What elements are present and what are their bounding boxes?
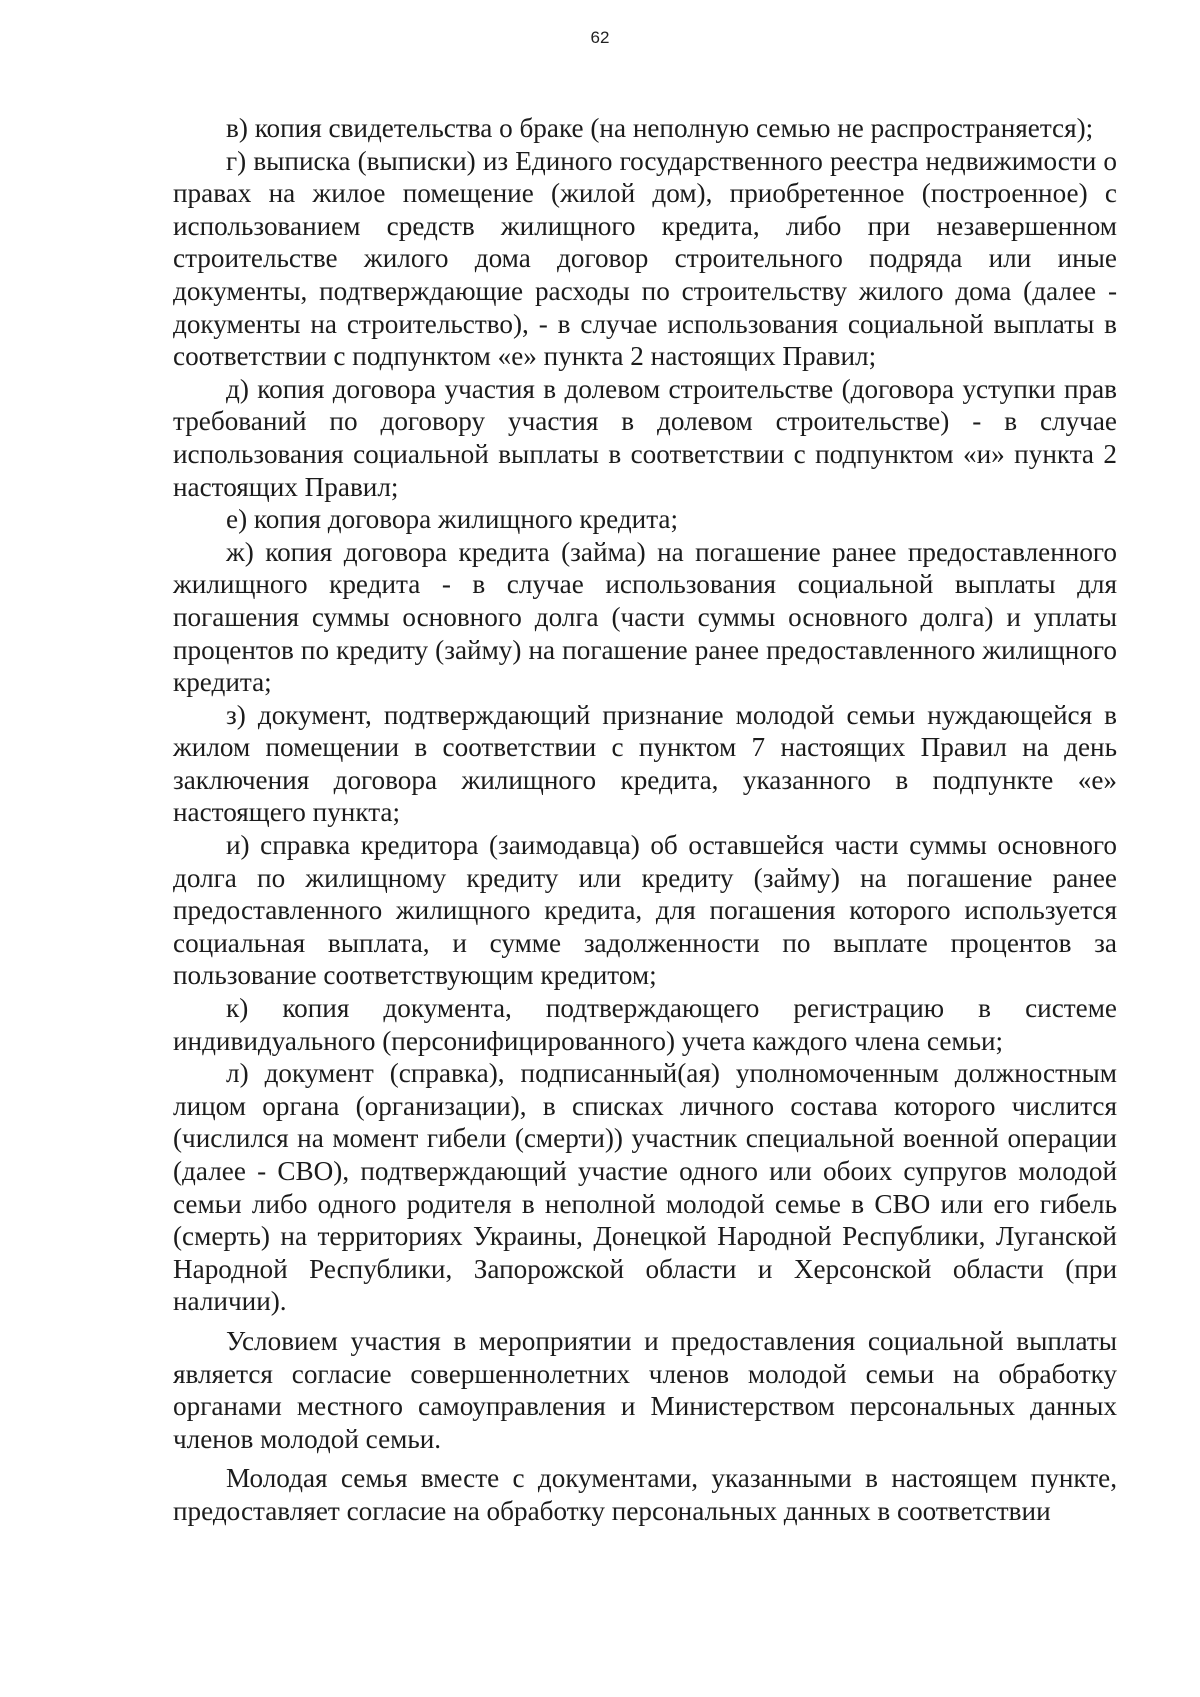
- paragraph-item-k: к) копия документа, подтверждающего регистрацию в системе индивидуального (персонифицированного) учета каждого члена семьи;: [173, 993, 1117, 1056]
- paragraph-item-l: л) документ (справка), подписанный(ая) уполномоченным должностным лицом органа (организации), в списках личного состава которого числится (числился на момент гибели (смерти)) участник специальной военной операции (далее - СВО), подтверждающий участие одного или обоих супругов молодой семьи либо одного родителя в неполной молодой семье в СВО или его гибель (смерть) на территориях Украины, Донецкой Народной Республики, Луганской Народной Республики, Запорожской области и Херсонской области (при наличии).: [173, 1058, 1117, 1317]
- paragraph-item-e: е) копия договора жилищного кредита;: [226, 504, 679, 535]
- paragraph-item-d: д) копия договора участия в долевом строительстве (договора уступки прав требований по договору участия в долевом строительстве) - в случае использования социальной выплаты в соответствии с подпунктом «и» пункта 2 настоящих Правил;: [173, 373, 1117, 502]
- paragraph-item-i: и) справка кредитора (заимодавца) об оставшейся части суммы основного долга по жилищному кредиту или кредиту (займу) на погашение ранее предоставленного жилищного кредита, для погашения которого используется социальная выплата, и сумме задолженности по выплате процентов за пользование соответствующим кредитом;: [173, 830, 1117, 991]
- paragraph-item-v: в) копия свидетельства о браке (на неполную семью не распространяется);: [226, 113, 1094, 143]
- paragraph-item-g: г) выписка (выписки) из Единого государственного реестра недвижимости о правах на жилое помещение (жилой дом), приобретенное (построенное) с использованием средств жилищного кредита, либо при незавершенном строительстве жилого дома договор строительного подряда или иные документы, подтверждающие расходы по строительству жилого дома (далее - документы на строительство), - в случае использования социальной выплаты в соответствии с подпунктом «е» пункта 2 настоящих Правил;: [173, 145, 1117, 372]
- paragraph-consent-condition: Условием участия в мероприятии и предоставления социальной выплаты является согласие совершеннолетних членов молодой семьи на обработку органами местного самоуправления и Министерством персональных данных членов молодой семьи.: [173, 1325, 1117, 1454]
- page-number: 62: [590, 28, 610, 47]
- paragraph-consent-submission: Молодая семья вместе с документами, указанными в настоящем пункте, предоставляет согласие на обработку персональных данных в соответствии: [173, 1463, 1117, 1526]
- paragraph-item-z: з) документ, подтверждающий признание молодой семьи нуждающейся в жилом помещении в соответствии с пунктом 7 настоящих Правил на день заключения договора жилищного кредита, указанного в подпункте «е» настоящего пункта;: [173, 699, 1117, 828]
- paragraph-item-zh: ж) копия договора кредита (займа) на погашение ранее предоставленного жилищного кредита - в случае использования социальной выплаты для погашения суммы основного долга (части суммы основного долга) и уплаты процентов по кредиту (займу) на погашение ранее предоставленного жилищного кредита;: [173, 536, 1117, 698]
- document-body: [173, 112, 1117, 1528]
